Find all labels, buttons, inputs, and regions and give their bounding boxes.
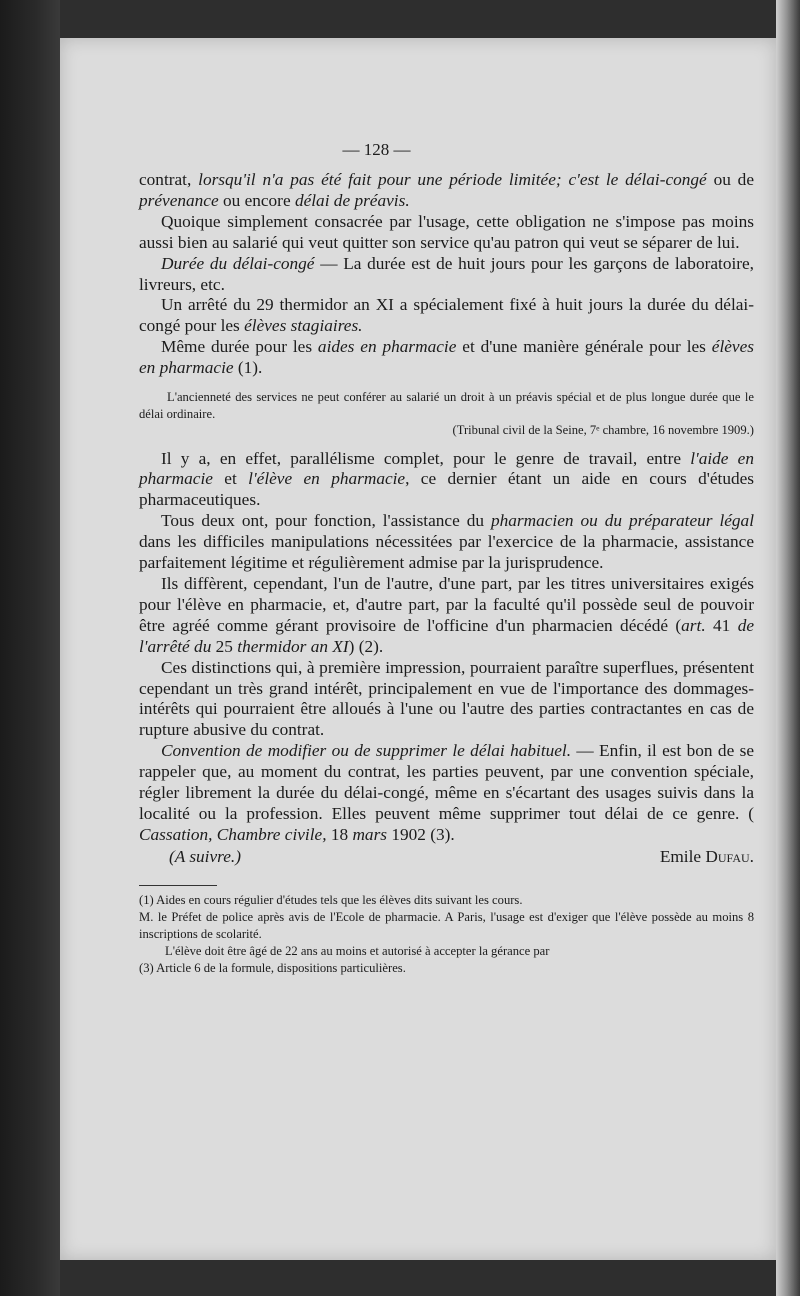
footnote-2-continued: L'élève doit être âgé de 22 ans au moins et autorisé à accepter la gérance par (165, 943, 550, 958)
signature-line (139, 846, 754, 867)
author-signature: Emile Dufau. (659, 846, 754, 866)
jurisprudence-citation: (Tribunal civil de la Seine, 7ᵉ chambre, 16 novembre 1909.) (452, 423, 754, 438)
paragraph-parallelisme: Il y a, en effet, parallélisme complet, pour le genre de travail, entre l'aide en pharmacie et l'élève en pharmacie, ce dernier étant un aide en cours d'études pharmaceutiques. (139, 448, 754, 510)
paragraph-differences: Ils diffèrent, cependant, l'un de l'autre, d'une part, par les titres universitaires exigés pour l'élève en pharmacie, et, d'autre part, par la faculté qu'il possède seul de pouvoir être agréé comme gérant provisoire de l'officine d'un pharmacien décédé (art. 41 de l'arrêté du 25 thermidor an XI) (2). (139, 574, 754, 656)
paragraph-contrat: contrat, lorsqu'il n'a pas été fait pour une période limitée; c'est le délai-congé ou de prévenance ou encore délai de préavis. (139, 170, 754, 210)
footnote-1: (1) Aides en cours régulier d'études tels que les élèves dits suivant les cours. (139, 892, 523, 907)
scanner-border-right (776, 0, 800, 1296)
paragraph-distinctions: Ces distinctions qui, à première impression, pourraient paraître superflues, présentent cependant un très grand intérêt, principalement en vue de l'importance des dommages-intérêts qui pourraient être alloués à l'une ou l'autre des parties contractantes en cas de rupture abusive du contrat. (139, 657, 754, 740)
scanner-border-left (0, 0, 60, 1296)
paragraph-meme-duree: Même durée pour les aides en pharmacie et d'une manière générale pour les élèves en pharmacie (1). (139, 337, 754, 378)
footnote-divider (139, 885, 217, 886)
page-content (139, 140, 754, 977)
jurisprudence-note: L'ancienneté des services ne peut conférer au salarié un droit à un préavis spécial et de plus longue durée que le délai ordinaire. (139, 390, 754, 421)
paragraph-obligation: Quoique simplement consacrée par l'usage, cette obligation ne s'impose pas moins aussi bien au salarié qui veut quitter son service qu'au patron qui veut se séparer de lui. (139, 211, 754, 252)
footnote-2: M. le Préfet de police après avis de l'Ecole de pharmacie. A Paris, l'usage est d'exiger que l'élève possède au moins 8 inscriptions de scolarité. (139, 909, 754, 941)
paragraph-fonction: Tous deux ont, pour fonction, l'assistance du pharmacien ou du préparateur légal dans les difficiles manipulations nécessitées par l'exercice de la pharmacie, assistance parfaitement légitime et régulièrement admise par la jurisprudence. (139, 511, 754, 573)
paragraph-arrete: Un arrêté du 29 thermidor an XI a spécialement fixé à huit jours la durée du délai-congé pour les élèves stagiaires. (139, 295, 754, 336)
footnote-3: (3) Article 6 de la formule, dispositions particulières. (139, 960, 406, 975)
page-number: — 128 — (342, 140, 411, 159)
to-be-continued: (A suivre.) (169, 846, 241, 866)
paragraph-duree: Durée du délai-congé — La durée est de huit jours pour les garçons de laboratoire, livreurs, etc. (139, 253, 755, 294)
paragraph-convention: Convention de modifier ou de supprimer le délai habituel. — Enfin, il est bon de se rappeler que, au moment du contrat, les parties peuvent, par une convention spéciale, régler librement la durée du délai-congé, même en s'écartant des usages suivis dans la localité ou la profession. Elles peuvent même supprimer tout délai de ce genre. ( Cassation, Chambre civile, 18 mars 1902 (3). (139, 741, 754, 844)
